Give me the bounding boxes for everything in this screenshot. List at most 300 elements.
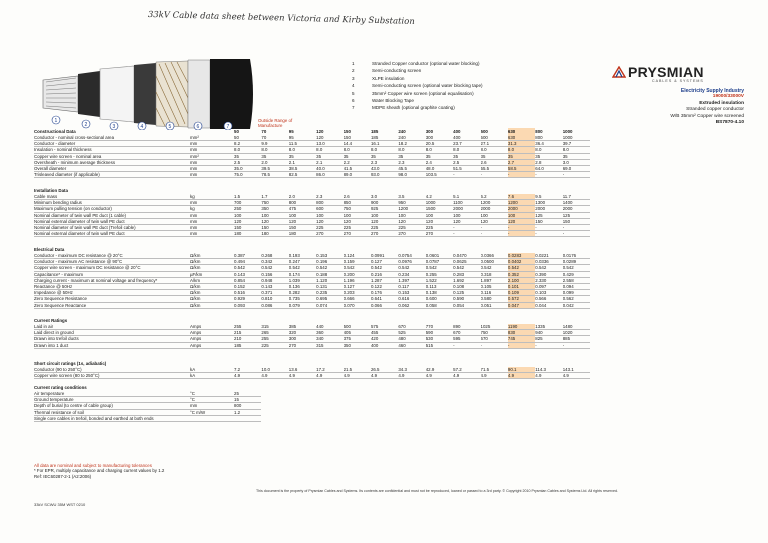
layer-text: Water Blocking Tape: [372, 98, 414, 104]
value-cell: 1.7: [261, 194, 288, 200]
svg-text:5: 5: [168, 123, 172, 130]
unit-label: mm: [190, 166, 234, 172]
unit-label: Ω/km: [190, 296, 234, 302]
value-cell: 0.143: [234, 271, 261, 277]
outside-range-label: Outside Range of Manufacture: [258, 118, 293, 129]
value-cell: [234, 415, 261, 421]
unit-label: °C: [190, 397, 234, 403]
unit-label: kA: [190, 373, 234, 379]
value-cell: 1.397: [398, 277, 425, 283]
value-cell: 8.0: [508, 147, 535, 153]
value-cell: 360: [316, 330, 343, 336]
value-cell: 35: [371, 153, 398, 159]
value-cell: 7.6: [508, 194, 535, 200]
value-cell: 0.058: [426, 302, 453, 308]
value-cell: 475: [289, 206, 316, 212]
value-cell: 0.494: [234, 259, 261, 265]
value-cell: 39.7: [563, 141, 590, 147]
value-cell: 51.5: [453, 166, 480, 172]
value-cell: 0.255: [426, 271, 453, 277]
value-cell: 8.2: [234, 141, 261, 147]
value-cell: 1000: [426, 200, 453, 206]
value-cell: 0.542: [398, 265, 425, 271]
value-cell: 143.1: [563, 367, 590, 373]
value-cell: 0.109: [508, 290, 535, 296]
section-table: [34, 360, 590, 379]
value-cell: 225: [371, 225, 398, 231]
value-cell: 255: [261, 336, 288, 342]
layer-text: XLPE insulation: [372, 75, 405, 81]
section-title: Constructional Data: [34, 128, 76, 134]
product-voltage: 19000/33000V: [712, 94, 744, 100]
value-cell: 0.054: [453, 302, 480, 308]
value-cell: 100: [371, 212, 398, 218]
unit-label: mm: [190, 212, 234, 218]
table-row: [34, 172, 590, 178]
value-cell: 400: [371, 342, 398, 348]
value-cell: 42.9: [426, 367, 453, 373]
value-cell: 2.0: [289, 194, 316, 200]
value-cell: 4.9: [261, 373, 288, 379]
value-cell: 3.5: [398, 194, 425, 200]
value-cell: 0.318: [481, 271, 508, 277]
size-header: 1000: [562, 128, 573, 134]
value-cell: 375: [344, 336, 371, 342]
layer-number: 1: [352, 61, 355, 66]
value-cell: 1200: [398, 206, 425, 212]
value-cell: 69.0: [563, 166, 590, 172]
value-cell: 315: [316, 342, 343, 348]
value-cell: 120: [261, 218, 288, 224]
value-cell: 2.2: [344, 159, 371, 165]
value-cell: 270: [344, 231, 371, 237]
value-cell: 8.0: [426, 147, 453, 153]
value-cell: 150: [563, 218, 590, 224]
value-cell: 8.0: [261, 147, 288, 153]
value-cell: 0.127: [371, 259, 398, 265]
value-cell: 0.542: [481, 265, 508, 271]
value-cell: 700: [234, 200, 261, 206]
value-cell: 890: [453, 324, 480, 330]
value-cell: 0.854: [234, 277, 261, 283]
value-cell: 90.1: [508, 367, 535, 373]
value-cell: 0.136: [289, 284, 316, 290]
size-header: 500: [480, 128, 488, 134]
value-cell: 35: [426, 153, 453, 159]
value-cell: 100: [398, 212, 425, 218]
unit-label: Ω/km: [190, 284, 234, 290]
value-cell: 0.079: [289, 302, 316, 308]
value-cell: -: [535, 231, 562, 237]
value-cell: 0.193: [289, 253, 316, 259]
unit-label: °C: [190, 391, 234, 397]
parameter-label: Nominal diameter of twin wall PE duct (1 cable): [34, 212, 190, 218]
unit-label: kg: [190, 206, 234, 212]
value-cell: 745: [508, 336, 535, 342]
notes: [34, 463, 164, 479]
value-cell: 14.4: [344, 141, 371, 147]
value-cell: 4.9: [398, 373, 425, 379]
value-cell: 0.390: [535, 271, 562, 277]
value-cell: 0.0625: [453, 259, 480, 265]
value-cell: 120: [426, 218, 453, 224]
value-cell: 35: [453, 153, 480, 159]
value-cell: 93.0: [371, 172, 398, 178]
layer-item: [352, 90, 483, 97]
value-cell: -: [535, 172, 562, 178]
value-cell: 0.143: [261, 284, 288, 290]
value-cell: 350: [344, 342, 371, 348]
size-header: 120: [316, 128, 324, 134]
value-cell: 180: [261, 231, 288, 237]
value-cell: 405: [344, 330, 371, 336]
value-cell: 0.093: [234, 302, 261, 308]
value-cell: 11.5: [289, 141, 316, 147]
value-cell: 0.695: [316, 296, 343, 302]
value-cell: 34.3: [398, 367, 425, 373]
value-cell: 2.3: [398, 159, 425, 165]
value-cell: 2.6: [481, 159, 508, 165]
layer-text: 35mm² Copper wire screen (optional equalisation): [372, 90, 474, 96]
value-cell: 460: [398, 342, 425, 348]
size-header: 240: [398, 128, 406, 134]
unit-label: mm²: [190, 153, 234, 159]
svg-text:3: 3: [112, 123, 116, 130]
value-cell: 86.0: [316, 172, 343, 178]
value-cell: 2000: [481, 206, 508, 212]
product-description: [628, 88, 744, 126]
unit-label: [190, 415, 234, 421]
unit-label: µF/km: [190, 271, 234, 277]
value-cell: 0.101: [508, 284, 535, 290]
conductor-strands: [43, 76, 78, 112]
value-cell: 0.0500: [481, 259, 508, 265]
value-cell: 270: [289, 342, 316, 348]
value-cell: 120: [453, 218, 480, 224]
value-cell: 41.5: [344, 166, 371, 172]
value-cell: 0.666: [344, 296, 371, 302]
value-cell: 0.542: [344, 265, 371, 271]
value-cell: 4.9: [344, 373, 371, 379]
value-cell: 0.352: [508, 271, 535, 277]
value-cell: 8.0: [234, 147, 261, 153]
unit-label: Amps: [190, 330, 234, 336]
value-cell: 0.566: [535, 296, 562, 302]
parameter-label: Single core cables in trefoil, bonded and earthed at both ends: [34, 415, 190, 421]
unit-label: °C m/W: [190, 409, 234, 415]
parameter-label: Conductor (90 to 250°C): [34, 367, 190, 373]
value-cell: 4.2: [426, 194, 453, 200]
value-cell: 120: [371, 218, 398, 224]
value-cell: 0.103: [535, 290, 562, 296]
value-cell: 750: [344, 206, 371, 212]
value-cell: 0.0402: [508, 259, 535, 265]
value-cell: 0.159: [344, 259, 371, 265]
unit-label: mm: [190, 231, 234, 237]
value-cell: 0.051: [481, 302, 508, 308]
value-cell: 0.268: [261, 253, 288, 259]
mdpe-sheath: [210, 59, 253, 129]
value-cell: -: [508, 342, 535, 348]
value-cell: 0.047: [508, 302, 535, 308]
value-cell: 1.039: [289, 277, 316, 283]
value-cell: 3.0: [563, 159, 590, 165]
layer-text: Semi-conducting screen (optional water blocking tape): [372, 83, 483, 89]
value-cell: 1.522: [426, 277, 453, 283]
value-cell: 78.5: [261, 172, 288, 178]
value-cell: 1480: [563, 324, 590, 330]
value-cell: 1200: [481, 200, 508, 206]
value-cell: 9.9: [261, 141, 288, 147]
value-cell: 0.131: [316, 284, 343, 290]
parameter-label: Copper wire screen - maximum DC resistance @ 20°C: [34, 265, 190, 271]
value-cell: 98.0: [398, 172, 425, 178]
value-cell: 0.542: [289, 265, 316, 271]
value-cell: 210: [234, 336, 261, 342]
parameter-label: Insulation - nominal thickness: [34, 147, 190, 153]
value-cell: -: [508, 231, 535, 237]
value-cell: 850: [344, 200, 371, 206]
value-cell: 48.0: [426, 166, 453, 172]
value-cell: 0.542: [316, 265, 343, 271]
section-title: Electrical Data: [34, 246, 65, 252]
unit-label: mm: [190, 147, 234, 153]
value-cell: 750: [261, 200, 288, 206]
value-cell: 100: [289, 212, 316, 218]
value-cell: 38.5: [289, 166, 316, 172]
parameter-label: Trisleaved diameter (if applicable): [34, 172, 190, 178]
value-cell: -: [563, 231, 590, 237]
value-cell: 15: [234, 397, 261, 403]
value-cell: -: [508, 172, 535, 178]
value-cell: 0.127: [344, 284, 371, 290]
value-cell: 1100: [453, 200, 480, 206]
parameter-label: Impedance @ 50Hz: [34, 290, 190, 296]
notes-reference: Ref: IEC60287-2-1 (A2:2006): [34, 473, 92, 479]
value-cell: -: [508, 225, 535, 231]
value-cell: 0.116: [481, 290, 508, 296]
value-cell: 21.5: [344, 367, 371, 373]
value-cell: 0.616: [398, 296, 425, 302]
value-cell: 0.138: [426, 290, 453, 296]
parameter-label: Conductor - maximum AC resistance @ 90°C: [34, 259, 190, 265]
value-cell: 0.156: [261, 271, 288, 277]
value-cell: 400: [453, 135, 480, 141]
value-cell: 0.113: [426, 284, 453, 290]
value-cell: -: [563, 225, 590, 231]
value-cell: 8.0: [344, 147, 371, 153]
value-cell: 8.0: [481, 147, 508, 153]
value-cell: 35: [481, 153, 508, 159]
value-cell: 630: [508, 135, 535, 141]
value-cell: 940: [535, 330, 562, 336]
parameter-label: Thermal resistance of soil: [34, 409, 190, 415]
value-cell: 0.0601: [426, 253, 453, 259]
value-cell: -: [453, 231, 480, 237]
value-cell: 8.0: [563, 147, 590, 153]
value-cell: 0.810: [261, 296, 288, 302]
layer-item: [352, 97, 483, 104]
table-row: [34, 373, 590, 379]
value-cell: 8.0: [289, 147, 316, 153]
size-header: 630: [508, 128, 535, 135]
parameter-label: Charging current - maximum at nominal voltage and frequency*: [34, 277, 190, 283]
unit-label: kg: [190, 194, 234, 200]
value-cell: 0.152: [234, 284, 261, 290]
prysmian-mark-icon: [612, 66, 626, 78]
value-cell: 9.5: [535, 194, 562, 200]
product-industry: Electricity Supply Industry: [680, 88, 744, 94]
value-cell: 0.641: [371, 296, 398, 302]
value-cell: 420: [371, 336, 398, 342]
layer-item: [352, 60, 483, 67]
value-cell: 0.125: [453, 290, 480, 296]
value-cell: 800: [535, 135, 562, 141]
product-standard: BS7870-4.10: [715, 120, 744, 126]
value-cell: 0.097: [535, 284, 562, 290]
product-screen: W/B 35mm² Copper wire screened: [670, 113, 744, 119]
parameter-label: Minimum bending radius: [34, 200, 190, 206]
xlpe-insulation: [100, 66, 134, 122]
value-cell: 35: [535, 153, 562, 159]
value-cell: 0.282: [289, 290, 316, 296]
unit-label: Ω/km: [190, 290, 234, 296]
value-cell: 0.0470: [453, 253, 480, 259]
value-cell: 0.387: [234, 253, 261, 259]
value-cell: 89.0: [344, 172, 371, 178]
value-cell: 125: [535, 212, 562, 218]
parameter-label: Reactance @ 50Hz: [34, 284, 190, 290]
value-cell: 35: [261, 153, 288, 159]
unit-label: Ω/km: [190, 265, 234, 271]
value-cell: 8.0: [453, 147, 480, 153]
value-cell: 1.897: [481, 277, 508, 283]
value-cell: 57.2: [453, 367, 480, 373]
value-cell: 125: [563, 212, 590, 218]
parameter-label: Ground temperature: [34, 397, 190, 403]
value-cell: 455: [371, 330, 398, 336]
value-cell: 0.542: [371, 265, 398, 271]
value-cell: 100: [234, 212, 261, 218]
value-cell: 0.283: [453, 271, 480, 277]
value-cell: 225: [398, 225, 425, 231]
value-cell: 180: [289, 231, 316, 237]
value-cell: 215: [234, 330, 261, 336]
unit-label: mm²: [190, 135, 234, 141]
value-cell: 350: [261, 206, 288, 212]
value-cell: 885: [563, 336, 590, 342]
value-cell: 35: [316, 153, 343, 159]
value-cell: 55.5: [481, 166, 508, 172]
value-cell: 250: [234, 206, 261, 212]
value-cell: 0.542: [234, 265, 261, 271]
value-cell: 900: [371, 200, 398, 206]
value-cell: 0.234: [398, 271, 425, 277]
value-cell: 0.0754: [398, 253, 425, 259]
parameter-label: Drawn into 1 duct: [34, 342, 190, 348]
value-cell: 1.5: [234, 194, 261, 200]
value-cell: 0.247: [289, 259, 316, 265]
svg-text:6: 6: [196, 123, 200, 130]
layer-number: 4: [352, 83, 355, 89]
value-cell: 45.5: [398, 166, 425, 172]
value-cell: 0.342: [261, 259, 288, 265]
value-cell: 0.203: [344, 290, 371, 296]
value-cell: 300: [426, 135, 453, 141]
value-cell: 270: [316, 231, 343, 237]
water-blocking-tape: [188, 60, 210, 128]
value-cell: 2.0: [261, 159, 288, 165]
unit-label: mm: [190, 159, 234, 165]
unit-label: mm: [190, 141, 234, 147]
value-cell: 770: [426, 324, 453, 330]
section-table: [34, 246, 590, 309]
value-cell: 5.1: [453, 194, 480, 200]
value-cell: -: [563, 342, 590, 348]
value-cell: -: [535, 225, 562, 231]
value-cell: 440: [316, 324, 343, 330]
value-cell: -: [481, 231, 508, 237]
copper-wire-screen: [156, 61, 188, 127]
value-cell: 2.4: [426, 159, 453, 165]
value-cell: 0.105: [481, 284, 508, 290]
value-cell: 1.196: [344, 277, 371, 283]
table-row: [34, 342, 590, 348]
layer-number: 2: [352, 68, 355, 74]
value-cell: 0.516: [234, 290, 261, 296]
value-cell: 180: [234, 231, 261, 237]
value-cell: 4.9: [426, 373, 453, 379]
value-cell: 0.542: [563, 265, 590, 271]
value-cell: 925: [371, 206, 398, 212]
value-cell: 0.542: [508, 265, 535, 271]
value-cell: 0.929: [234, 296, 261, 302]
size-header: 50: [234, 128, 239, 134]
value-cell: 35.0: [234, 166, 261, 172]
value-cell: 0.196: [316, 259, 343, 265]
section-table: [34, 317, 590, 349]
value-cell: 385: [289, 324, 316, 330]
value-cell: 18.2: [398, 141, 425, 147]
value-cell: 270: [398, 231, 425, 237]
value-cell: -: [481, 172, 508, 178]
value-cell: 0.948: [261, 277, 288, 283]
value-cell: 0.0976: [398, 259, 425, 265]
value-cell: 270: [371, 231, 398, 237]
value-cell: 1000: [563, 135, 590, 141]
value-cell: 0.542: [426, 265, 453, 271]
value-cell: 39.5: [261, 166, 288, 172]
value-cell: 25: [234, 391, 261, 397]
value-cell: 11.7: [563, 194, 590, 200]
value-cell: 20.5: [426, 141, 453, 147]
parameter-label: Overall diameter: [34, 166, 190, 172]
value-cell: 2000: [535, 206, 562, 212]
cable-cross-section-illustration: [38, 58, 258, 130]
value-cell: 150: [535, 218, 562, 224]
value-cell: 0.108: [453, 284, 480, 290]
value-cell: 0.216: [371, 271, 398, 277]
value-cell: 500: [344, 324, 371, 330]
layer-number: 7: [352, 105, 355, 111]
value-cell: 1500: [426, 206, 453, 212]
value-cell: 2000: [453, 206, 480, 212]
unit-label: kA: [190, 367, 234, 373]
value-cell: 2.3: [316, 194, 343, 200]
value-cell: 1400: [563, 200, 590, 206]
value-cell: 27.1: [481, 141, 508, 147]
parameter-label: Nominal external diameter of twin wall PE duct: [34, 218, 190, 224]
